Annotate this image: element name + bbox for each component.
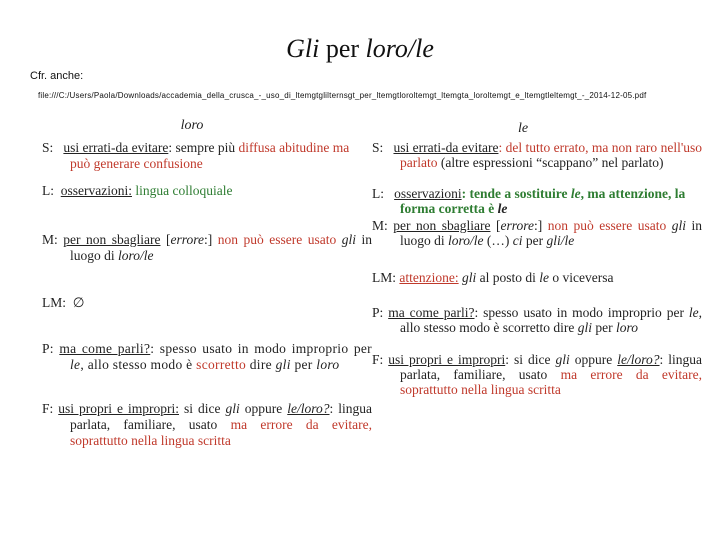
cfr-label: Cfr. anche: [30,70,84,82]
left-entry-f: F: usi propri e impropri: si dice gli oppure le/loro?: lingua parlata, familiare, usato ma errore da evitare, soprattutto nella lingua scritta [42,401,372,448]
right-entry-m: M: per non sbagliare [errore:] non può essere usato gli in luogo di loro/le (…) ci per gli/le [372,218,702,248]
right-entry-lm: LM: attenzione: gli al posto di le o viceversa [372,270,614,285]
left-entry-lm: LM: ∅ [42,295,85,310]
left-entry-l: L: osservazioni: lingua colloquiale [42,183,233,198]
right-heading: le [517,121,529,136]
left-entry-p: P: ma come parli?: spesso usato in modo improprio per le, allo stesso modo è scorretto dire gli per loro [42,341,372,372]
left-heading: loro [180,118,204,133]
right-entry-f: F: usi propri e impropri: si dice gli oppure le/loro?: lingua parlata, familiare, usato ma errore da evitare, soprattutto nella lingua scritta [372,352,703,397]
right-entry-s: S: usi errati-da evitare: del tutto errato, ma non raro nell'uso parlato (altre espressioni “scappano” nel parlato) [372,140,703,170]
left-entry-m: M: per non sbagliare [errore:] non può essere usato gli in luogo di loro/le [42,232,372,263]
right-entry-p: P: ma come parli?: spesso usato in modo improprio per le, allo stesso modo è scorretto dire gli per loro [372,305,703,335]
file-path-link[interactable]: file:///C:/Users/Paola/Downloads/accademia_della_crusca_-_uso_di_ltemgtglilternsgt_per_ltemgtloroltemgt_ltemgta_loroltemgt_e_ltemgtleltemgt_-_2014-12-05.pdf [38,91,647,100]
page-title: Gli per loro/le [286,34,434,63]
right-entry-l: L: osservazioni: tende a sostituire le, ma attenzione, la forma corretta è le [372,186,686,216]
left-entry-s: S: usi errati-da evitare: sempre più diffusa abitudine ma può generare confusione [42,140,350,171]
